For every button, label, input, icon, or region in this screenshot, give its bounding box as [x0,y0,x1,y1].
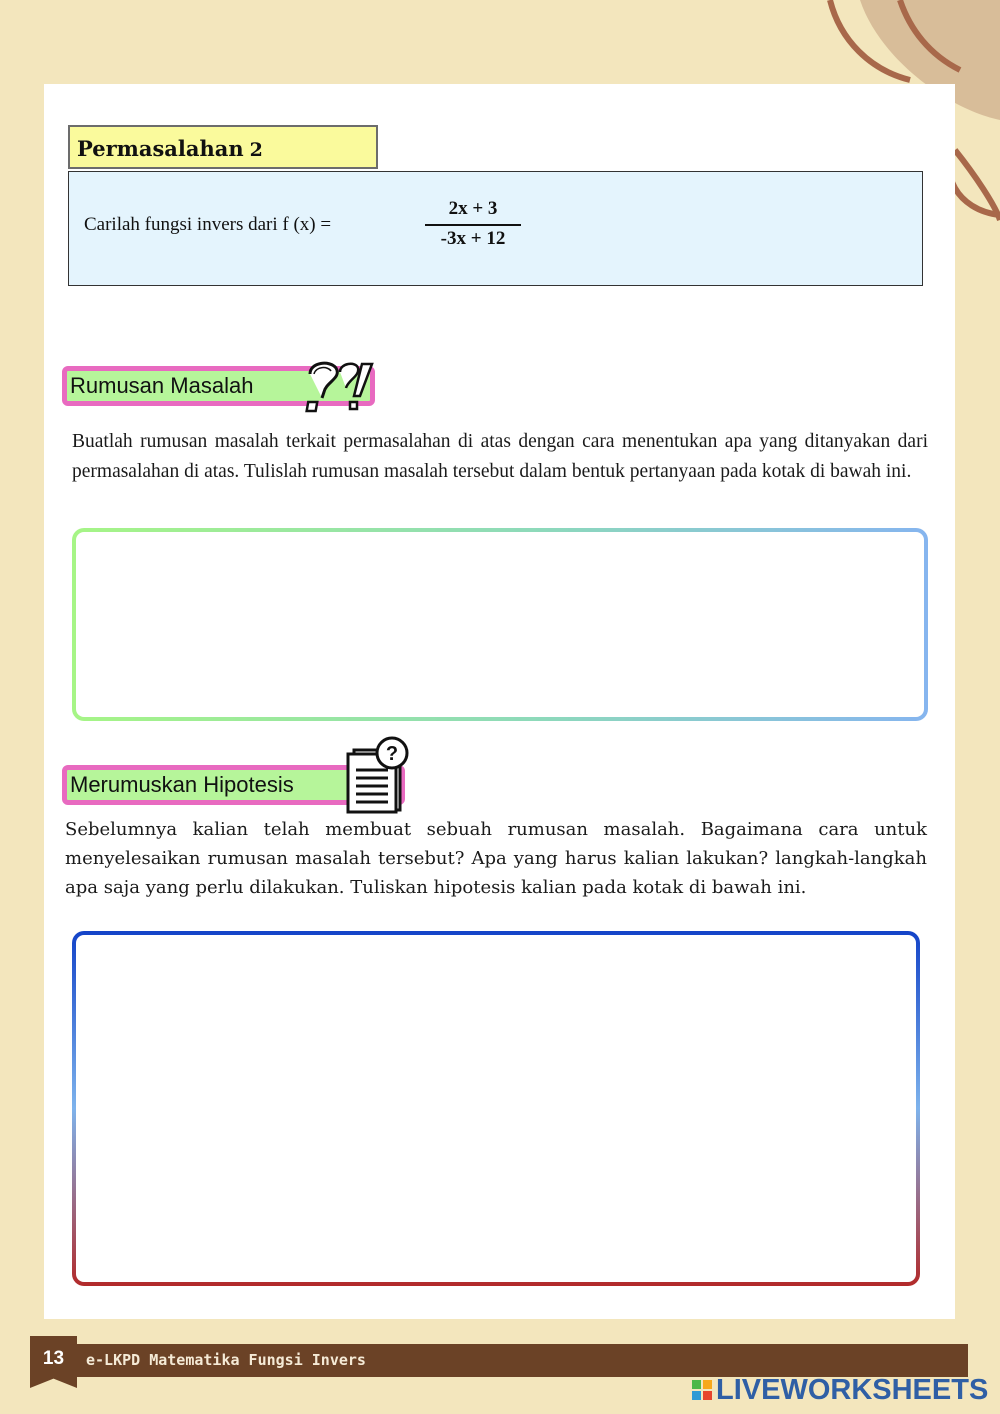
svg-text:?: ? [385,743,399,765]
rumusan-masalah-instruction: Buatlah rumusan masalah terkait permasalahan di atas dengan cara menentukan apa yang ditanyakan dari permasalahan di atas. Tulislah rumusan masalah tersebut dalam bentuk pertanyaan pada kotak di bawah ini. [72,431,928,482]
hipotesis-answer-box[interactable] [72,931,920,1286]
fraction-numerator: 2x + 3 [425,198,521,226]
question-exclamation-icon [300,358,378,414]
function-fraction [425,198,521,250]
hipotesis-instruction: Sebelumnya kalian telah membuat sebuah rumusan masalah. Bagaimana cara untuk menyelesaikan rumusan masalah tersebut? Apa yang harus kalian lakukan? langkah-langkah apa saja yang perlu dilakukan. Tuliskan hipotesis kalian pada kotak di bawah ini. [65,819,927,898]
logo-grid-icon [692,1380,712,1400]
liveworksheets-logo[interactable] [692,1374,988,1406]
problem-statement-box [68,171,923,286]
section-label: Rumusan Masalah [70,373,254,398]
problem-title: Permasalahan [77,136,244,161]
problem-number: 2 [249,139,263,161]
footer-title: e-LKPD Matematika Fungsi Invers [86,1351,366,1369]
fraction-denominator: -3x + 12 [440,228,506,249]
section-label: Merumuskan Hipotesis [70,772,294,797]
logo-text: LIVEWORKSHEETS [716,1373,989,1406]
problem-title-tab [68,125,378,169]
document-question-icon [344,736,412,814]
problem-question: Carilah fungsi invers dari f (x) = [84,214,332,235]
rumusan-masalah-answer-box[interactable] [72,528,928,721]
page-number: 13 [42,1348,65,1369]
